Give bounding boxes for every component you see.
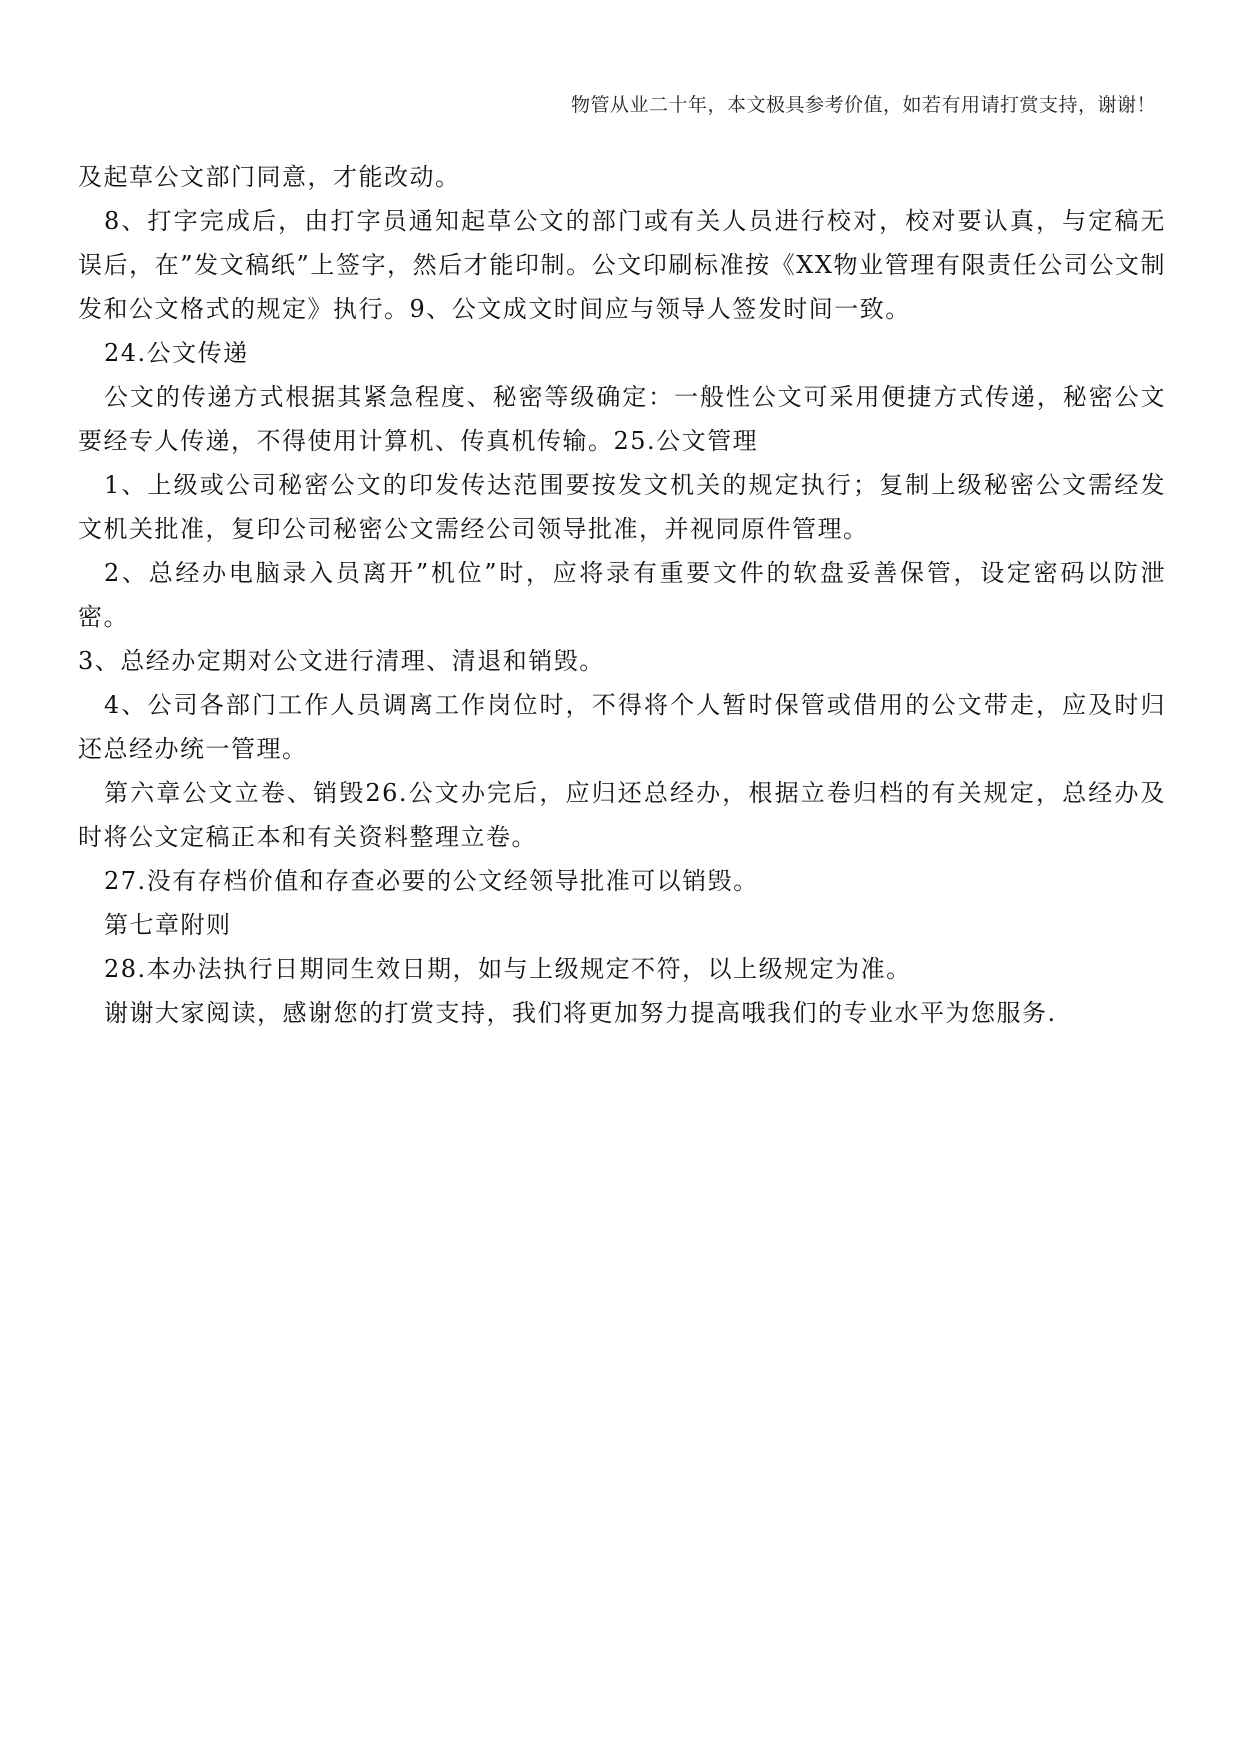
paragraph-management-1: 1、上级或公司秘密公文的印发传达范围要按发文机关的规定执行；复制上级秘密公文需经发文机关批准，复印公司秘密公文需经公司领导批准，并视同原件管理。 bbox=[78, 471, 1166, 543]
paragraph-management-2: 2、总经办电脑录入员离开”机位”时，应将录有重要文件的软盘妥善保管，设定密码以防泄密。 bbox=[78, 559, 1166, 631]
paragraph-transmission: 公文的传递方式根据其紧急程度、秘密等级确定：一般性公文可采用便捷方式传递，秘密公文要经专人传递，不得使用计算机、传真机传输。25.公文管理 bbox=[78, 383, 1166, 455]
closing-note: 谢谢大家阅读，感谢您的打赏支持，我们将更加努力提高哦我们的专业水平为您服务. bbox=[104, 999, 1057, 1027]
paragraph-management-3: 3、总经办定期对公文进行清理、清退和销毁。 bbox=[78, 647, 605, 675]
paragraph-item-28: 28.本办法执行日期同生效日期，如与上级规定不符，以上级规定为准。 bbox=[104, 955, 912, 983]
paragraph-continuation: 及起草公文部门同意，才能改动。 bbox=[78, 163, 461, 191]
paragraph-chapter-6: 第六章公文立卷、销毁26.公文办完后，应归还总经办，根据立卷归档的有关规定，总经办及时将公文定稿正本和有关资料整理立卷。 bbox=[78, 779, 1166, 851]
section-heading-24: 24.公文传递 bbox=[104, 339, 249, 367]
document-body bbox=[78, 155, 1166, 1035]
chapter-heading-7: 第七章附则 bbox=[104, 911, 232, 939]
paragraph-management-4: 4、公司各部门工作人员调离工作岗位时，不得将个人暂时保管或借用的公文带走，应及时归还总经办统一管理。 bbox=[78, 691, 1166, 763]
paragraph-item-8: 8、打字完成后，由打字员通知起草公文的部门或有关人员进行校对，校对要认真，与定稿无误后，在”发文稿纸”上签字，然后才能印制。公文印刷标准按《XX物业管理有限责任公司公文制发和公文格式的规定》执行。9、公文成文时间应与领导人签发时间一致。 bbox=[78, 207, 1166, 323]
header-note: 物管从业二十年，本文极具参考价值，如若有用请打赏支持，谢谢！ bbox=[570, 94, 1156, 116]
paragraph-item-27: 27.没有存档价值和存查必要的公文经领导批准可以销毁。 bbox=[104, 867, 759, 895]
